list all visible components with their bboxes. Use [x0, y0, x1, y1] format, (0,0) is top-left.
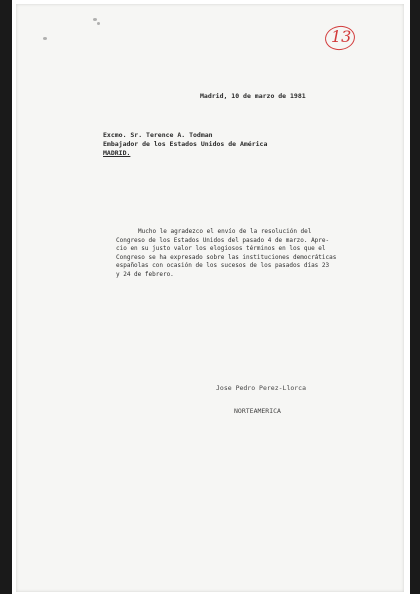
scan-border-left — [0, 0, 12, 594]
signature-name: Jose Pedro Perez-Llorca — [216, 384, 307, 392]
folio-number: 13 — [331, 27, 352, 46]
recipient-name: Excmo. Sr. Terence A. Todman — [103, 131, 213, 139]
paper-speck — [97, 22, 100, 25]
paper-speck — [93, 18, 97, 21]
letter-body — [116, 228, 360, 280]
body-line: Congreso de los Estados Unidos del pasado 4 de marzo. Apre- — [116, 236, 330, 244]
paper-speck — [43, 37, 47, 40]
file-reference: NORTEAMERICA — [234, 407, 281, 415]
recipient-city: MADRID. — [103, 149, 131, 157]
letter-date: Madrid, 10 de marzo de 1981 — [200, 92, 306, 100]
body-line: españolas con ocasión de los sucesos de los pasados días 23 — [116, 262, 330, 270]
body-line: Mucho le agradezco el envío de la resolución del — [138, 228, 312, 235]
body-line: Congreso se ha expresado sobre las instituciones democráticas — [116, 253, 337, 261]
body-line: y 24 de febrero. — [116, 270, 174, 278]
recipient-title: Embajador de los Estados Unidos de América — [103, 140, 268, 148]
body-line: cio en su justo valor los elogiosos términos en los que el — [116, 245, 326, 253]
scan-border-right — [410, 0, 420, 594]
